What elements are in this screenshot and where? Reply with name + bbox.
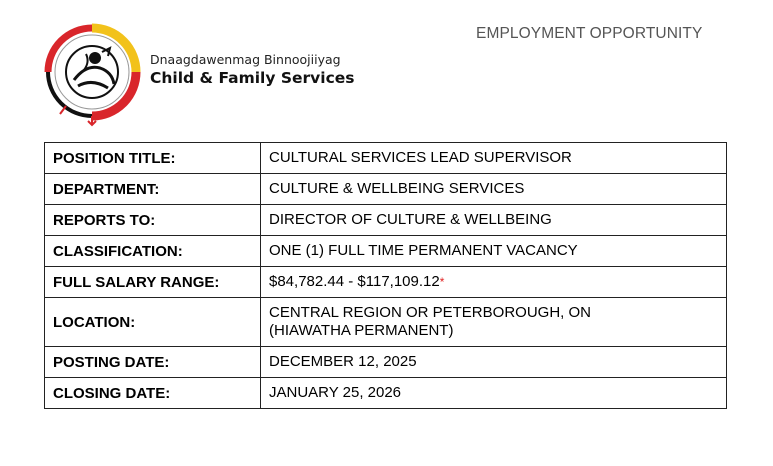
- position-title-value: CULTURAL SERVICES LEAD SUPERVISOR: [261, 143, 727, 174]
- salary-range-cell: [261, 267, 727, 298]
- salary-footnote-marker: *: [439, 275, 445, 289]
- table-row: [45, 143, 727, 174]
- location-label: LOCATION:: [45, 298, 261, 347]
- reports-to-value: DIRECTOR OF CULTURE & WELLBEING: [261, 205, 727, 236]
- organization-name: [150, 52, 355, 87]
- table-row: [45, 298, 727, 347]
- position-details-table: [44, 142, 727, 409]
- salary-range-value: $84,782.44 - $117,109.12: [269, 273, 440, 290]
- department-label: DEPARTMENT:: [45, 174, 261, 205]
- table-row: [45, 267, 727, 298]
- organization-logo: [40, 22, 145, 127]
- org-name-line1: Dnaagdawenmag Binnoojiiyag: [150, 52, 341, 67]
- table-row: [45, 174, 727, 205]
- org-name-line2: Child & Family Services: [150, 69, 355, 87]
- location-value: CENTRAL REGION OR PETERBOROUGH, ON: [269, 304, 591, 321]
- position-title-label: POSITION TITLE:: [45, 143, 261, 174]
- table-row: [45, 205, 727, 236]
- classification-value: ONE (1) FULL TIME PERMANENT VACANCY: [261, 236, 727, 267]
- table-row: [45, 378, 727, 409]
- table-row: [45, 347, 727, 378]
- reports-to-label: REPORTS TO:: [45, 205, 261, 236]
- department-value: CULTURE & WELLBEING SERVICES: [261, 174, 727, 205]
- closing-date-label: CLOSING DATE:: [45, 378, 261, 409]
- salary-range-label: FULL SALARY RANGE:: [45, 267, 261, 298]
- page-heading: EMPLOYMENT OPPORTUNITY: [476, 25, 703, 42]
- closing-date-value: JANUARY 25, 2026: [261, 378, 727, 409]
- table-row: [45, 236, 727, 267]
- location-value-line2: (HIAWATHA PERMANENT): [269, 322, 454, 339]
- location-cell: [261, 298, 727, 347]
- posting-date-value: DECEMBER 12, 2025: [261, 347, 727, 378]
- classification-label: CLASSIFICATION:: [45, 236, 261, 267]
- posting-date-label: POSTING DATE:: [45, 347, 261, 378]
